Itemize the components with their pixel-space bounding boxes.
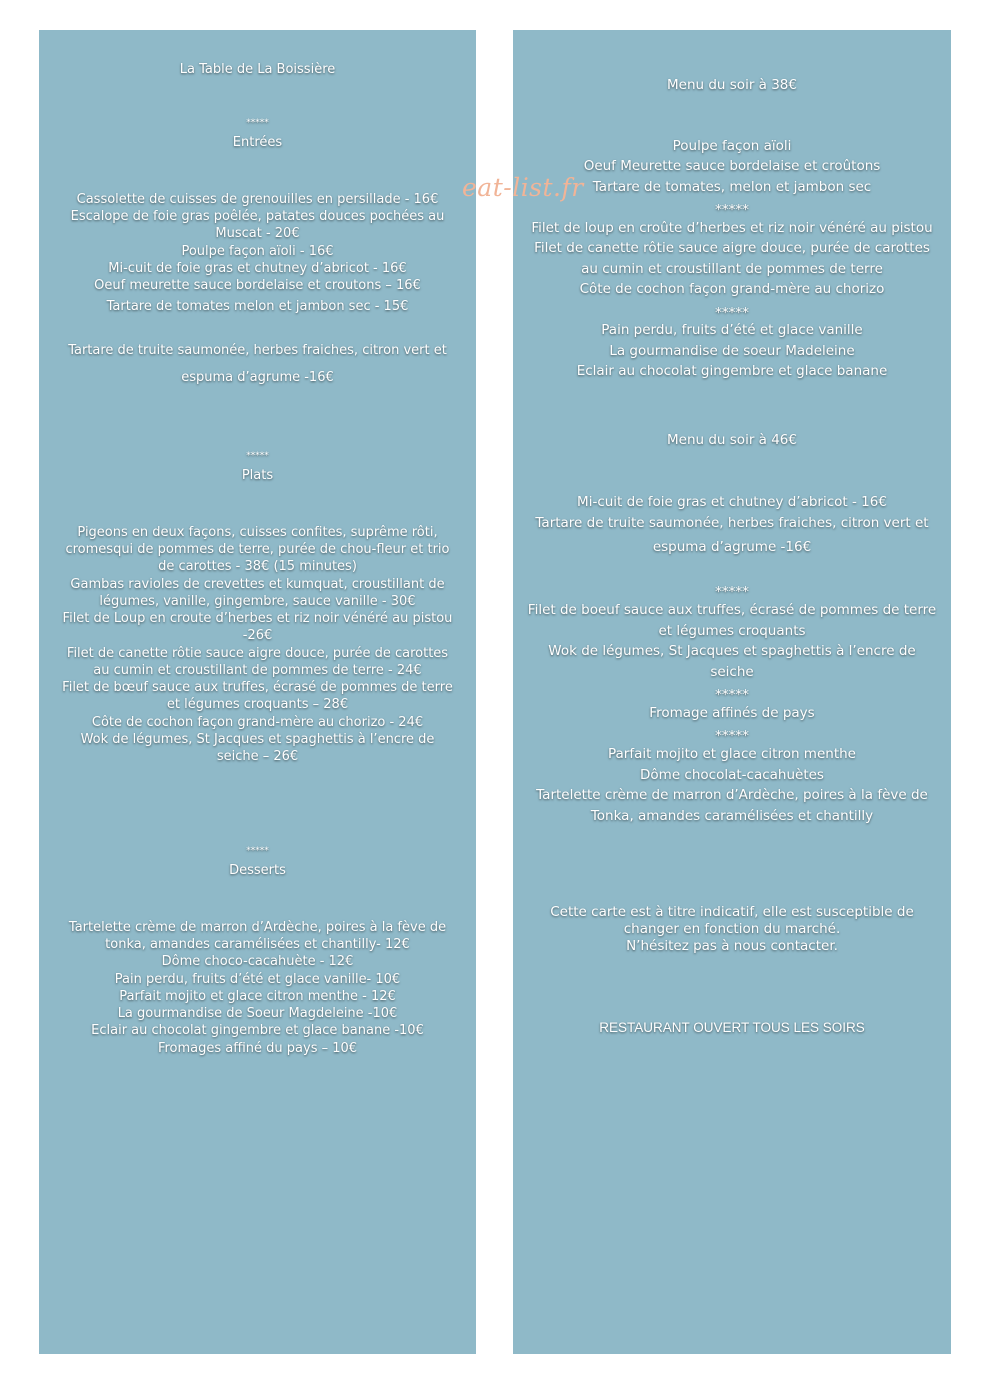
menu46-cheese: Fromage affinés de pays xyxy=(649,705,815,721)
heading-entrees: Entrées xyxy=(232,135,283,150)
separator: ***** xyxy=(715,305,749,321)
separator: ***** xyxy=(246,451,269,461)
list-item: tonka, amandes caramélisées et chantilly- 12€ xyxy=(105,937,410,952)
list-item: seiche – 26€ xyxy=(216,749,299,764)
list-item: La gourmandise de soeur Madeleine xyxy=(609,343,855,359)
note-line: N’hésitez pas à nous contacter. xyxy=(626,938,838,954)
list-item: Tartare de tomates, melon et jambon sec xyxy=(592,179,872,195)
list-item: La gourmandise de Soeur Magdeleine -10€ xyxy=(117,1006,398,1021)
list-item: Tartare de truite saumonée, herbes fraiches, citron vert et xyxy=(68,343,447,358)
list-item: Dôme chocolat-cacahuètes xyxy=(640,767,824,783)
list-item: et légumes croquants – 28€ xyxy=(166,697,349,712)
list-item: Côte de cochon façon grand-mère au chorizo - 24€ xyxy=(91,715,424,730)
list-item: Pain perdu, fruits d’été et glace vanille xyxy=(601,322,863,338)
list-item: au cumin et croustillant de pommes de terre - 24€ xyxy=(93,663,422,678)
list-item: Escalope de foie gras poêlée, patates douces pochées au xyxy=(70,209,445,224)
list-item: Filet de canette rôtie sauce aigre douce, purée de carottes xyxy=(66,646,449,661)
list-item: Pain perdu, fruits d’été et glace vanille- 10€ xyxy=(114,972,401,987)
list-item: Fromages affiné du pays – 10€ xyxy=(157,1041,358,1056)
list-item: Parfait mojito et glace citron menthe - 12€ xyxy=(119,989,396,1004)
separator: ***** xyxy=(715,202,749,218)
list-item: Tartelette crème de marron d’Ardèche, poires à la fève de xyxy=(68,920,447,935)
list-item: Parfait mojito et glace citron menthe xyxy=(608,746,856,762)
menu-panel-right xyxy=(513,30,951,1354)
menu-panel-left xyxy=(39,30,476,1354)
list-item: Côte de cochon façon grand-mère au chorizo xyxy=(579,281,885,297)
list-item: -26€ xyxy=(242,628,273,643)
list-item: Cassolette de cuisses de grenouilles en persillade - 16€ xyxy=(76,192,439,207)
list-item: Eclair au chocolat gingembre et glace banane -10€ xyxy=(91,1023,424,1038)
list-item: Oeuf meurette sauce bordelaise et croutons – 16€ xyxy=(94,278,421,293)
list-item: espuma d’agrume -16€ xyxy=(652,539,812,555)
list-item: Tartare de truite saumonée, herbes fraiches, citron vert et xyxy=(535,515,929,531)
watermark: eat-list.fr xyxy=(462,173,584,202)
list-item: et légumes croquants xyxy=(658,623,806,639)
list-item: cromesqui de pommes de terre, purée de chou-fleur et trio xyxy=(65,542,450,557)
list-item: Gambas ravioles de crevettes et kumquat, croustillant de xyxy=(70,577,445,592)
separator: ***** xyxy=(246,846,269,856)
list-item: Eclair au chocolat gingembre et glace banane xyxy=(576,363,888,379)
list-item: Filet de canette rôtie sauce aigre douce, purée de carottes xyxy=(534,240,930,256)
list-item: Filet de loup en croûte d’herbes et riz noir vénéré au pistou xyxy=(531,220,933,236)
list-item: Tonka, amandes caramélisées et chantilly xyxy=(590,808,874,824)
heading-plats: Plats xyxy=(241,468,274,483)
list-item: Poulpe façon aïoli xyxy=(672,138,792,154)
opening-notice: RESTAURANT OUVERT TOUS LES SOIRS xyxy=(599,1020,865,1035)
list-item: Filet de boeuf sauce aux truffes, écrasé de pommes de terre xyxy=(527,602,937,618)
list-item: de carottes - 38€ (15 minutes) xyxy=(158,559,357,574)
list-item: Wok de légumes, St Jacques et spaghettis à l’encre de xyxy=(80,732,435,747)
separator: ***** xyxy=(246,118,269,128)
separator: ***** xyxy=(715,728,749,744)
list-item: Pigeons en deux façons, cuisses confites, suprême rôti, xyxy=(77,525,438,540)
list-item: Muscat - 20€ xyxy=(215,226,300,241)
list-item: Tartelette crème de marron d’Ardèche, poires à la fève de xyxy=(536,787,928,803)
list-item: seiche xyxy=(710,664,754,680)
list-item: Mi-cuit de foie gras et chutney d’abricot - 16€ xyxy=(108,261,407,276)
heading-desserts: Desserts xyxy=(229,863,286,878)
list-item: Dôme choco-cacahuète - 12€ xyxy=(161,954,354,969)
list-item: Tartare de tomates melon et jambon sec - 15€ xyxy=(106,299,409,314)
note-line: changer en fonction du marché. xyxy=(623,921,841,937)
list-item: légumes, vanille, gingembre, sauce vanille - 30€ xyxy=(99,594,416,609)
list-item: Filet de Loup en croute d’herbes et riz noir vénéré au pistou xyxy=(62,611,453,626)
separator: ***** xyxy=(715,687,749,703)
list-item: au cumin et croustillant de pommes de terre xyxy=(581,261,883,277)
list-item: Wok de légumes, St Jacques et spaghettis à l’encre de xyxy=(548,643,916,659)
list-item: Poulpe façon aïoli - 16€ xyxy=(181,244,334,259)
menu38-title: Menu du soir à 38€ xyxy=(667,77,797,93)
menu46-title: Menu du soir à 46€ xyxy=(667,432,797,448)
list-item: Filet de bœuf sauce aux truffes, écrasé de pommes de terre xyxy=(62,680,453,695)
restaurant-name: La Table de La Boissière xyxy=(179,62,336,77)
list-item: espuma d’agrume -16€ xyxy=(181,370,334,385)
list-item: Oeuf Meurette sauce bordelaise et croûtons xyxy=(583,158,881,174)
separator: ***** xyxy=(715,584,749,600)
note-line: Cette carte est à titre indicatif, elle est susceptible de xyxy=(550,904,914,920)
list-item: Mi-cuit de foie gras et chutney d’abricot - 16€ xyxy=(577,494,887,510)
